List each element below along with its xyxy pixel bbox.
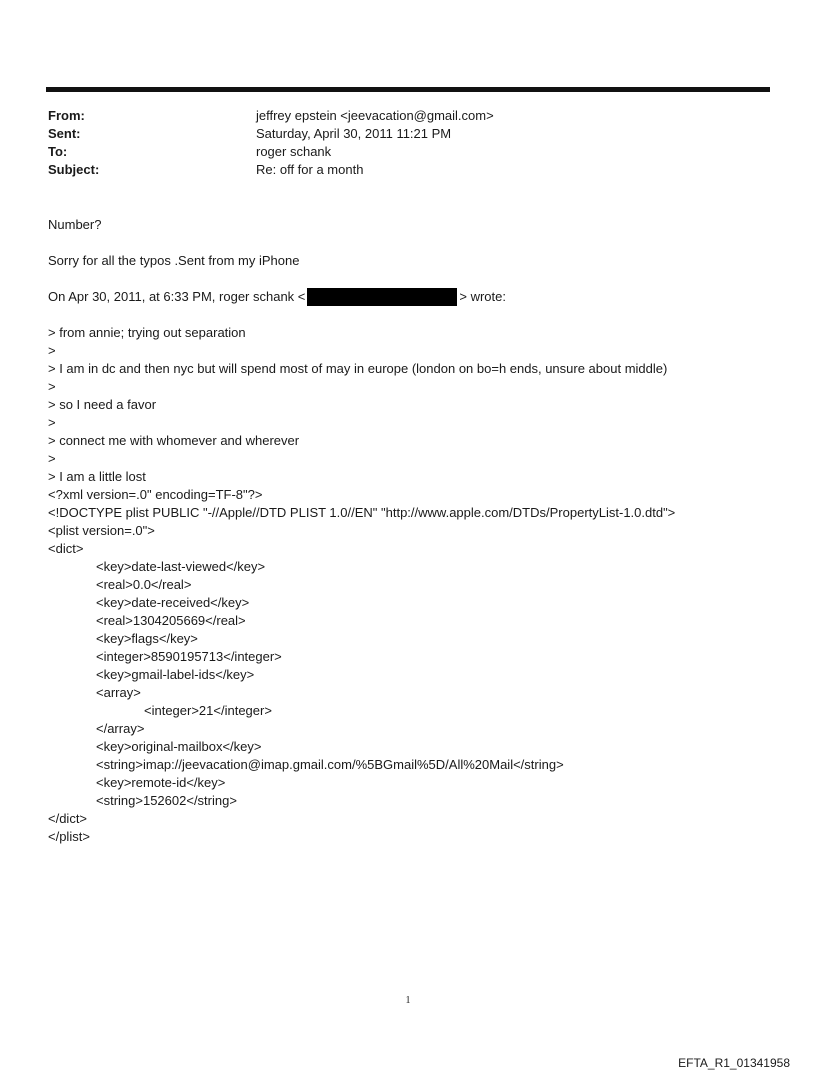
- redaction-block: [307, 288, 457, 306]
- plist-line: <key>date-last-viewed</key>: [96, 559, 266, 574]
- plist-line: <integer>8590195713</integer>: [96, 649, 282, 664]
- page-number: 1: [405, 995, 411, 1006]
- from-label: From:: [48, 108, 85, 123]
- quote-intro-line: [48, 288, 788, 306]
- sent-label: Sent:: [48, 126, 81, 141]
- plist-line: </dict>: [48, 811, 88, 826]
- quoted-line: > from annie; trying out separation: [48, 325, 246, 340]
- subject-value: Re: off for a month: [256, 162, 364, 177]
- plist-line: <string>imap://jeevacation@imap.gmail.com/%5BGmail%5D/All%20Mail</string>: [96, 757, 564, 772]
- to-label: To:: [48, 144, 68, 159]
- plist-line: <real>1304205669</real>: [96, 613, 246, 628]
- plist-line: <real>0.0</real>: [96, 577, 192, 592]
- sent-row: [48, 125, 748, 143]
- quoted-line: >: [48, 415, 56, 430]
- bates-number: EFTA_R1_01341958: [678, 1056, 790, 1070]
- plist-line: <integer>21</integer>: [144, 703, 272, 718]
- quote-intro-after: > wrote:: [459, 289, 506, 304]
- body-number-line: Number?: [48, 217, 102, 232]
- sent-value: Saturday, April 30, 2011 11:21 PM: [256, 126, 452, 141]
- plist-line: </plist>: [48, 829, 90, 844]
- header-divider-rule: [46, 87, 770, 92]
- from-value: jeffrey epstein <jeevacation@gmail.com>: [256, 108, 494, 123]
- plist-line: <array>: [96, 685, 141, 700]
- to-row: [48, 143, 748, 161]
- plist-block: [48, 486, 788, 846]
- quoted-line: >: [48, 343, 56, 358]
- body-signature-line: Sorry for all the typos .Sent from my iPhone: [48, 253, 300, 268]
- plist-line: <key>original-mailbox</key>: [96, 739, 262, 754]
- plist-line: <key>gmail-label-ids</key>: [96, 667, 255, 682]
- plist-line: <string>152602</string>: [96, 793, 237, 808]
- quoted-message: [48, 324, 788, 486]
- email-header: [48, 107, 748, 179]
- email-body: [48, 216, 788, 846]
- plist-line: <!DOCTYPE plist PUBLIC "-//Apple//DTD PLIST 1.0//EN" "http://www.apple.com/DTDs/PropertyList-1.0.dtd">: [48, 505, 676, 520]
- quoted-line: >: [48, 379, 56, 394]
- plist-line: <plist version=.0">: [48, 523, 155, 538]
- quote-intro-before: On Apr 30, 2011, at 6:33 PM, roger schank <: [48, 289, 306, 304]
- quoted-line: > so I need a favor: [48, 397, 157, 412]
- plist-line: <key>flags</key>: [96, 631, 198, 646]
- plist-line: <?xml version=.0" encoding=TF-8"?>: [48, 487, 263, 502]
- plist-line: </array>: [96, 721, 145, 736]
- quoted-line: > I am a little lost: [48, 469, 146, 484]
- subject-row: [48, 161, 748, 179]
- plist-line: <key>date-received</key>: [96, 595, 250, 610]
- subject-label: Subject:: [48, 162, 100, 177]
- plist-line: <key>remote-id</key>: [96, 775, 226, 790]
- plist-line: <dict>: [48, 541, 84, 556]
- from-row: [48, 107, 748, 125]
- quoted-line: >: [48, 451, 56, 466]
- quoted-line: > connect me with whomever and wherever: [48, 433, 300, 448]
- to-value: roger schank: [256, 144, 332, 159]
- quoted-line: > I am in dc and then nyc but will spend most of may in europe (london on bo=h ends, unsure about middle): [48, 361, 668, 376]
